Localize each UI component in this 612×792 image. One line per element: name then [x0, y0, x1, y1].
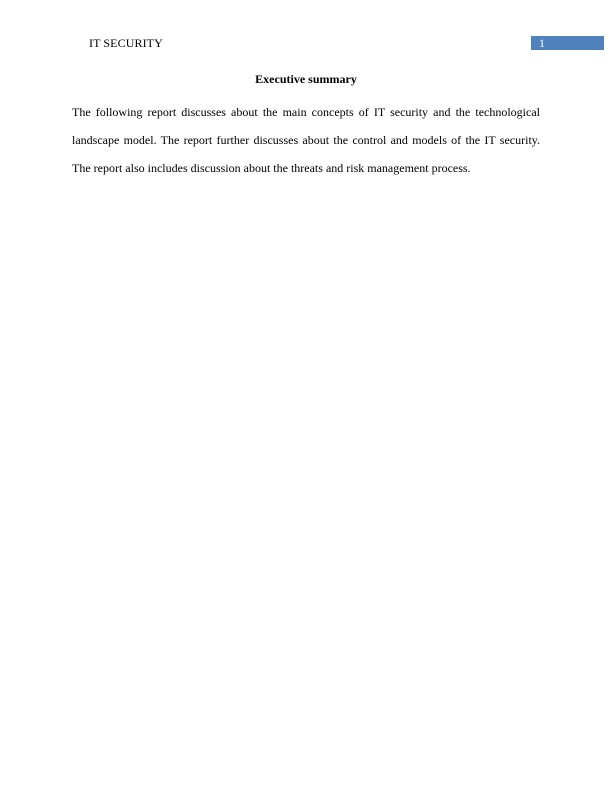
page-number-badge [531, 36, 604, 50]
running-header-title: IT SECURITY [89, 36, 163, 50]
page-number: 1 [539, 36, 545, 50]
section-heading: Executive summary [255, 72, 357, 86]
summary-paragraph: The following report discusses about the main concepts of IT security and the technological landscape model. The report further discusses about the control and models of the IT security. The report also includes discussion about the threats and risk management process. [72, 105, 540, 175]
